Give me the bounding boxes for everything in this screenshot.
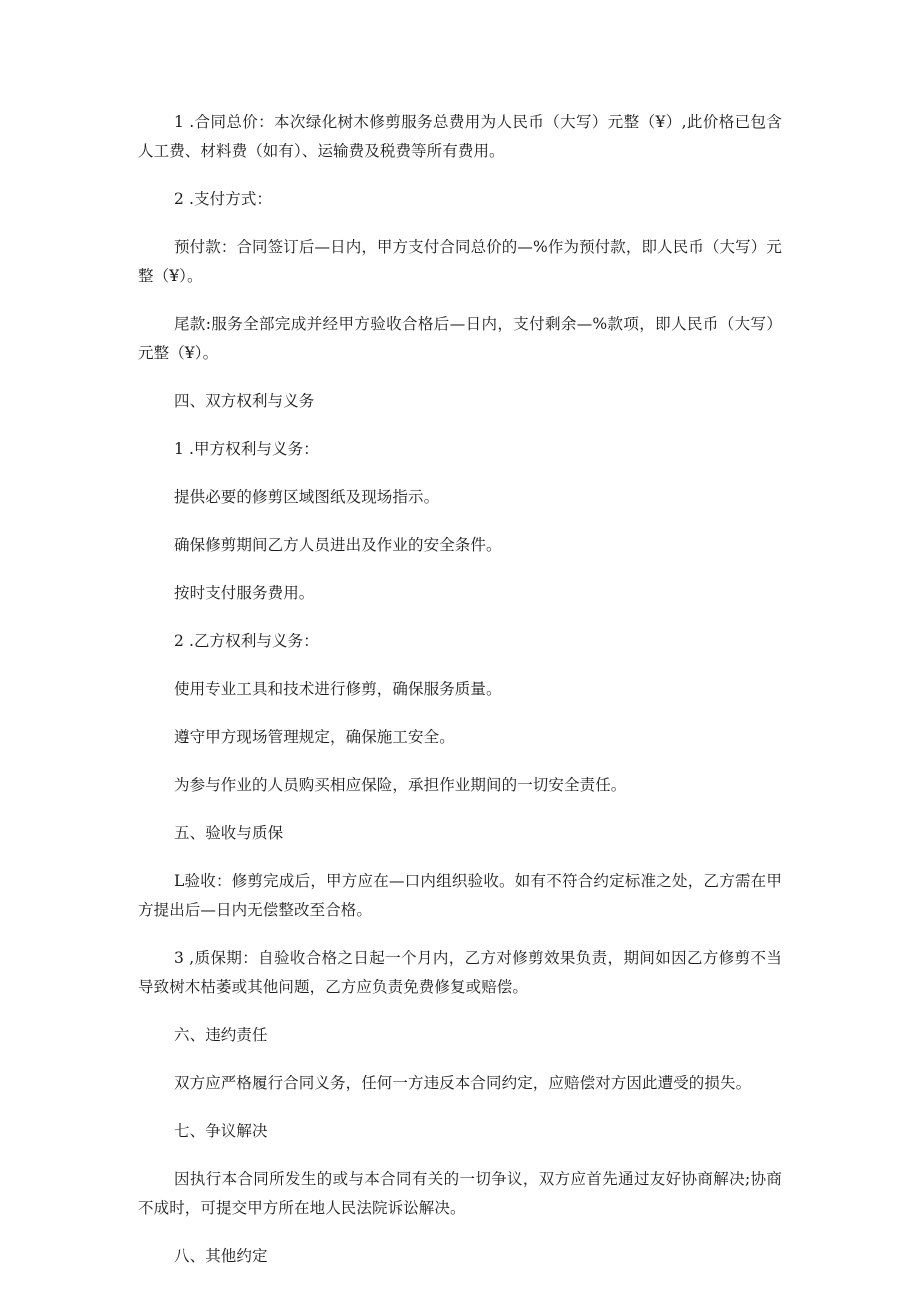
clause-total-price: 1 .合同总价：本次绿化树木修剪服务总费用为人民币（大写）元整（¥）,此价格已包含人工费、材料费（如有）、运输费及税费等所有费用。 — [138, 113, 782, 160]
party-a-item-safety: 确保修剪期间乙方人员进出及作业的安全条件。 — [174, 536, 502, 554]
clause-party-b-rights: 2 .乙方权利与义务： — [174, 632, 319, 650]
section-other: 八、其他约定 — [174, 1247, 268, 1265]
clause-payment-method: 2 .支付方式： — [174, 190, 273, 208]
section-rights-obligations: 四、双方权利与义务 — [174, 392, 315, 410]
clause-acceptance: L验收：修剪完成后，甲方应在—口内组织验收。如有不符合约定标准之处，乙方需在甲方提出后—日内无偿整改至合格。 — [138, 872, 782, 919]
party-b-item-insurance: 为参与作业的人员购买相应保险，承担作业期间的一切安全责任。 — [174, 776, 627, 794]
section-liability: 六、违约责任 — [174, 1026, 268, 1044]
document-body — [138, 108, 782, 1290]
clause-final-payment: 尾款:服务全部完成并经甲方验收合格后—日内，支付剩余—%款项，即人民币（大写）元整（¥）。 — [138, 315, 782, 362]
section-acceptance-warranty: 五、验收与质保 — [174, 824, 284, 842]
clause-liability: 双方应严格履行合同义务，任何一方违反本合同约定，应赔偿对方因此遭受的损失。 — [174, 1074, 752, 1092]
party-a-item-payment: 按时支付服务费用。 — [174, 584, 315, 602]
clause-party-a-rights: 1 .甲方权利与义务： — [174, 440, 319, 458]
clause-prepayment: 预付款：合同签订后—日内，甲方支付合同总价的—%作为预付款，即人民币（大写）元整（¥）。 — [138, 238, 782, 285]
party-b-item-site-rules: 遵守甲方现场管理规定，确保施工安全。 — [174, 728, 455, 746]
clause-dispute: 因执行本合同所发生的或与本合同有关的一切争议，双方应首先通过友好协商解决;协商不成时，可提交甲方所在地人民法院诉讼解决。 — [138, 1170, 782, 1217]
party-a-item-drawings: 提供必要的修剪区域图纸及现场指示。 — [174, 488, 440, 506]
party-b-item-quality: 使用专业工具和技术进行修剪，确保服务质量。 — [174, 680, 502, 698]
section-dispute: 七、争议解决 — [174, 1122, 268, 1140]
clause-warranty: 3 ,质保期：自验收合格之日起一个月内，乙方对修剪效果负责，期间如因乙方修剪不当导致树木枯萎或其他问题，乙方应负责免费修复或赔偿。 — [138, 949, 782, 996]
